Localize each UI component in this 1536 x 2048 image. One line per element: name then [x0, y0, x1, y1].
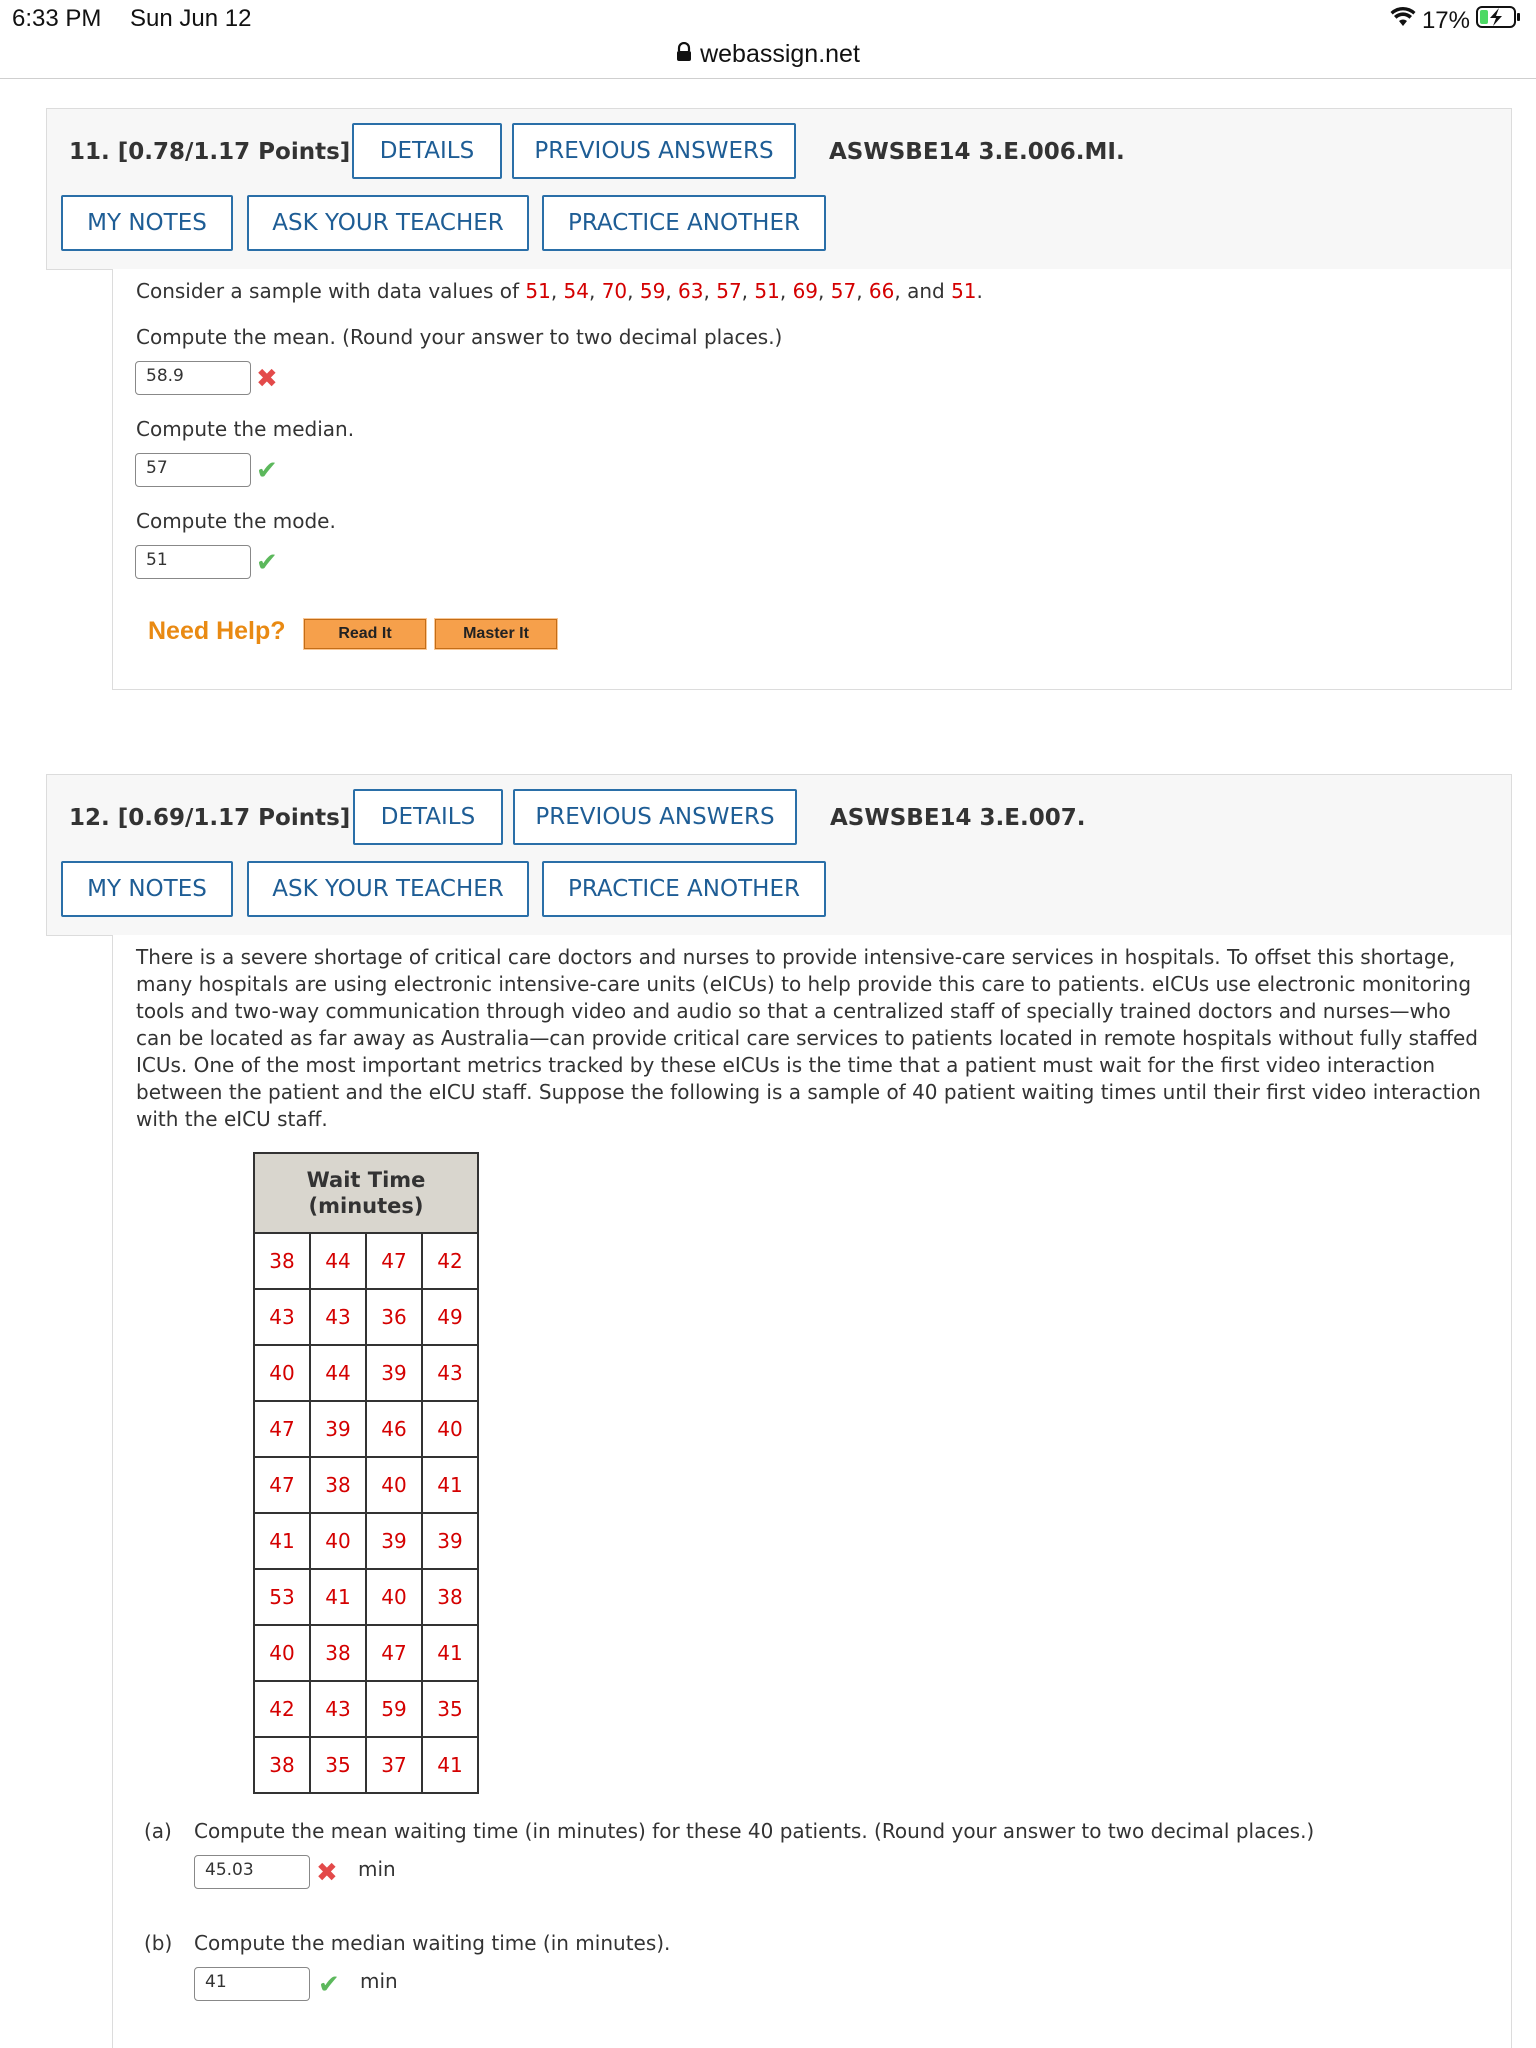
- table-cell: 43: [254, 1289, 310, 1345]
- correct-check-icon: ✔: [318, 1970, 340, 2000]
- part-a-label: (a): [144, 1819, 172, 1843]
- table-cell: 40: [366, 1569, 422, 1625]
- table-row: [254, 1233, 478, 1289]
- q11-value: 54: [563, 279, 589, 303]
- table-cell: 44: [310, 1345, 366, 1401]
- table-cell: 38: [310, 1457, 366, 1513]
- q11-value: 57: [716, 279, 742, 303]
- wifi-icon: [1390, 6, 1416, 35]
- q12-practice-another-button[interactable]: PRACTICE ANOTHER: [542, 861, 826, 917]
- q11-my-notes-button[interactable]: MY NOTES: [61, 195, 233, 251]
- q11-details-button[interactable]: DETAILS: [352, 123, 502, 179]
- q11-mode-prompt: Compute the mode.: [136, 509, 336, 533]
- q11-ask-teacher-button[interactable]: ASK YOUR TEACHER: [247, 195, 529, 251]
- table-cell: 39: [366, 1513, 422, 1569]
- q11-header: [46, 108, 1512, 270]
- wrong-x-icon: ✖: [316, 1858, 338, 1888]
- table-cell: 40: [366, 1457, 422, 1513]
- part-a-input[interactable]: 45.03: [194, 1855, 310, 1889]
- table-cell: 47: [254, 1457, 310, 1513]
- q11-intro-prefix: Consider a sample with data values of: [136, 279, 526, 303]
- part-b-label: (b): [144, 1931, 173, 1955]
- q11-value: 51: [754, 279, 780, 303]
- table-cell: 46: [366, 1401, 422, 1457]
- table-row: [254, 1401, 478, 1457]
- part-b-unit: min: [360, 1969, 398, 1993]
- read-it-button[interactable]: Read It: [304, 619, 426, 649]
- q11-previous-answers-button[interactable]: PREVIOUS ANSWERS: [512, 123, 796, 179]
- table-cell: 59: [366, 1681, 422, 1737]
- q12-ask-teacher-button[interactable]: ASK YOUR TEACHER: [247, 861, 529, 917]
- q11-intro-and: and: [907, 279, 952, 303]
- q11-intro: Consider a sample with data values of 51, 54, 70, 59, 63, 57, 51, 69, 57, 66, and 51.: [136, 279, 983, 303]
- table-cell: 37: [366, 1737, 422, 1793]
- table-cell: 40: [254, 1345, 310, 1401]
- table-cell: 39: [366, 1345, 422, 1401]
- table-row: [254, 1289, 478, 1345]
- table-cell: 53: [254, 1569, 310, 1625]
- status-time: 6:33 PM: [12, 5, 102, 32]
- table-cell: 38: [254, 1737, 310, 1793]
- table-cell: 41: [422, 1737, 478, 1793]
- q11-value: 66: [868, 279, 895, 303]
- table-cell: 42: [254, 1681, 310, 1737]
- need-help-label: Need Help?: [148, 617, 286, 645]
- part-a-prompt: Compute the mean waiting time (in minutes) for these 40 patients. (Round your answer to two decimal places.): [194, 1819, 1315, 1843]
- table-cell: 40: [422, 1401, 478, 1457]
- q11-mean-input[interactable]: 58.9: [135, 361, 251, 395]
- q11-mode-input[interactable]: 51: [135, 545, 251, 579]
- correct-check-icon: ✔: [256, 456, 278, 486]
- table-cell: 43: [422, 1345, 478, 1401]
- table-cell: 40: [310, 1513, 366, 1569]
- table-cell: 40: [254, 1625, 310, 1681]
- q11-title: 11. [0.78/1.17 Points]: [69, 139, 351, 165]
- part-a-unit: min: [358, 1857, 396, 1881]
- table-cell: 38: [422, 1569, 478, 1625]
- q11-value: 63: [678, 279, 704, 303]
- q11-value: 59: [639, 279, 666, 303]
- url-domain: webassign.net: [700, 40, 860, 68]
- table-cell: 44: [310, 1233, 366, 1289]
- table-cell: 49: [422, 1289, 478, 1345]
- q11-median-prompt: Compute the median.: [136, 417, 355, 441]
- q12-code: ASWSBE14 3.E.007.: [830, 805, 1086, 831]
- url-bar[interactable]: [0, 32, 1536, 79]
- q12-header: [46, 774, 1512, 936]
- part-b-input[interactable]: 41: [194, 1967, 310, 2001]
- wrong-x-icon: ✖: [256, 364, 278, 394]
- table-cell: 42: [422, 1233, 478, 1289]
- q11-value: 51: [525, 279, 551, 303]
- q12-my-notes-button[interactable]: MY NOTES: [61, 861, 233, 917]
- table-row: [254, 1737, 478, 1793]
- q11-intro-end: .: [976, 279, 983, 303]
- table-cell: 43: [310, 1681, 366, 1737]
- table-row: [254, 1681, 478, 1737]
- q11-practice-another-button[interactable]: PRACTICE ANOTHER: [542, 195, 826, 251]
- q12-paragraph: There is a severe shortage of critical care doctors and nurses to provide intensive-care services in hospitals. To offset this shortage, many hospitals are using electronic intensive-care units (eICUs) to help provide this care to patients. eICUs use electronic monitoring tools and two-way communication through video and audio so that a centralized staff of specially trained doctors and nurses—who can be located as far away as Australia—can provide critical care services to patients located in remote hospitals without fully staffed ICUs. One of the most important metrics tracked by these eICUs is the time that a patient must wait for the first video interaction between the patient and the eICU staff. Suppose the following is a sample of 40 patient waiting times until their first video interaction with the eICU staff.: [136, 945, 1481, 1131]
- wait-time-table: [253, 1152, 479, 1794]
- table-cell: 47: [366, 1625, 422, 1681]
- table-cell: 35: [422, 1681, 478, 1737]
- table-cell: 41: [310, 1569, 366, 1625]
- table-cell: 47: [254, 1401, 310, 1457]
- table-row: [254, 1513, 478, 1569]
- table-cell: 47: [366, 1233, 422, 1289]
- table-cell: 39: [310, 1401, 366, 1457]
- master-it-button[interactable]: Master It: [435, 619, 557, 649]
- table-header-line2: (minutes): [308, 1194, 424, 1218]
- table-cell: 38: [310, 1625, 366, 1681]
- table-header: [254, 1153, 478, 1233]
- table-cell: 41: [422, 1625, 478, 1681]
- q12-title: 12. [0.69/1.17 Points]: [69, 805, 351, 831]
- table-cell: 35: [310, 1737, 366, 1793]
- table-cell: 36: [366, 1289, 422, 1345]
- table-row: [254, 1569, 478, 1625]
- table-cell: 43: [310, 1289, 366, 1345]
- table-cell: 41: [254, 1513, 310, 1569]
- q11-code: ASWSBE14 3.E.006.MI.: [829, 139, 1125, 165]
- table-cell: 41: [422, 1457, 478, 1513]
- q11-median-input[interactable]: 57: [135, 453, 251, 487]
- q11-value: 69: [792, 279, 819, 303]
- table-row: [254, 1457, 478, 1513]
- q11-mean-prompt: Compute the mean. (Round your answer to two decimal places.): [136, 325, 783, 349]
- table-header-line1: Wait Time: [306, 1168, 426, 1192]
- table-cell: 38: [254, 1233, 310, 1289]
- q12-previous-answers-button[interactable]: PREVIOUS ANSWERS: [513, 789, 797, 845]
- q12-details-button[interactable]: DETAILS: [353, 789, 503, 845]
- q11-value: 51: [951, 279, 977, 303]
- correct-check-icon: ✔: [256, 548, 278, 578]
- battery-percent: 17%: [1421, 6, 1470, 34]
- q11-value: 57: [830, 279, 857, 303]
- status-date: Sun Jun 12: [130, 5, 252, 32]
- part-b-prompt: Compute the median waiting time (in minutes).: [194, 1931, 671, 1955]
- table-cell: 39: [422, 1513, 478, 1569]
- table-row: [254, 1345, 478, 1401]
- table-row: [254, 1625, 478, 1681]
- q11-value: 70: [601, 279, 628, 303]
- lock-icon: [676, 40, 692, 69]
